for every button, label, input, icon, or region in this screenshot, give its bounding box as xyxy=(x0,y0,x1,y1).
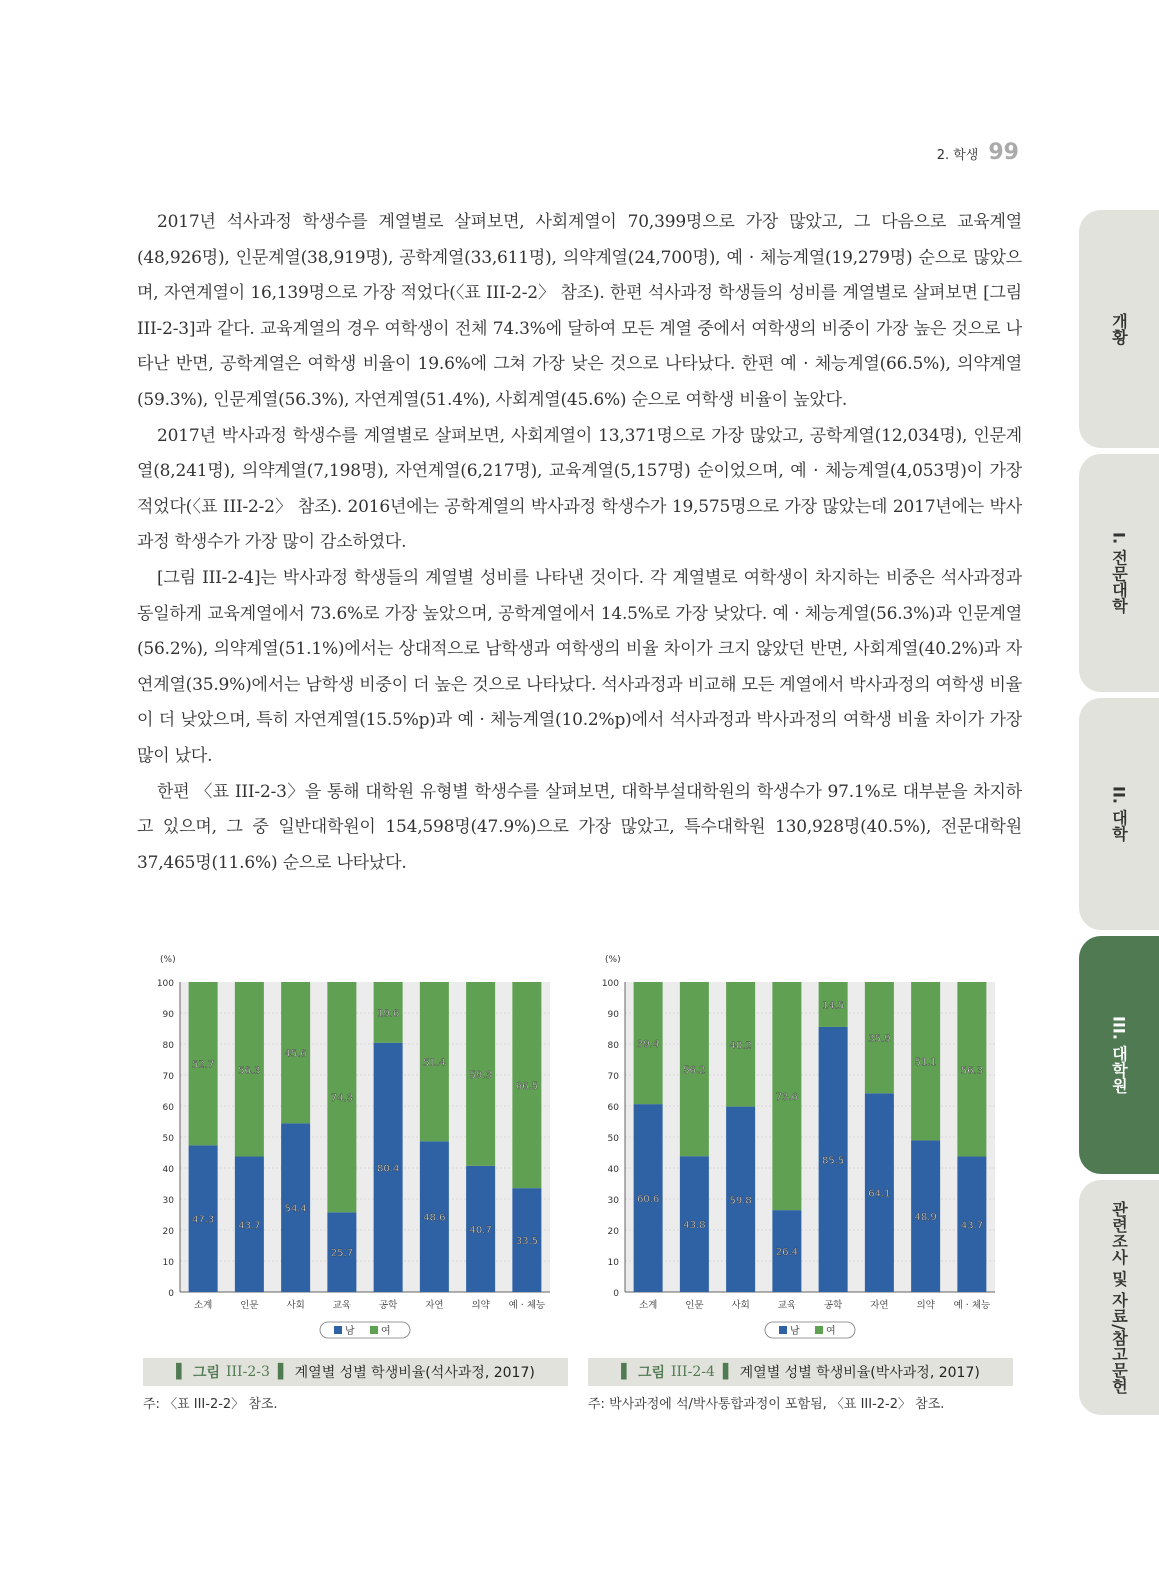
x-tick-label: 소계 xyxy=(638,1300,658,1311)
y-tick-label: 10 xyxy=(607,1258,619,1268)
caption-marker-icon: ▌ xyxy=(722,1364,734,1380)
y-tick-label: 80 xyxy=(607,1041,619,1051)
x-tick-label: 교육 xyxy=(332,1300,352,1311)
data-label-female: 40.2 xyxy=(729,1040,752,1052)
body-text xyxy=(137,205,1022,881)
x-tick-label: 자연 xyxy=(870,1300,889,1311)
tab-references[interactable] xyxy=(1079,1180,1159,1415)
y-tick-label: 50 xyxy=(162,1134,174,1144)
x-tick-label: 공학 xyxy=(823,1300,843,1311)
x-tick-label: 예 · 체능 xyxy=(508,1300,546,1311)
figure-note-doctoral: 주: 박사과정에 석/박사통합과정이 포함됨, 〈표 III-2-2〉 참조. xyxy=(588,1397,945,1412)
y-tick-label: 70 xyxy=(607,1072,619,1082)
data-label-female: 14.5 xyxy=(821,1000,845,1012)
caption-number: III-2-3 xyxy=(226,1364,270,1380)
x-tick-label: 교육 xyxy=(777,1300,797,1311)
x-tick-label: 소계 xyxy=(193,1300,213,1311)
y-tick-label: 50 xyxy=(607,1134,619,1144)
caption-marker-icon: ▌ xyxy=(277,1364,289,1380)
caption-label: 그림 xyxy=(637,1365,665,1381)
figure-caption-doctoral xyxy=(588,1358,1013,1386)
data-label-female: 45.6 xyxy=(284,1048,307,1060)
x-tick-label: 공학 xyxy=(378,1300,398,1311)
x-tick-label: 자연 xyxy=(425,1300,444,1311)
caption-marker-icon: ▌ xyxy=(621,1364,632,1380)
y-tick-label: 90 xyxy=(607,1010,619,1020)
data-label-female: 74.3 xyxy=(330,1093,354,1105)
data-label-female: 56.3 xyxy=(960,1065,984,1077)
data-label-male: 64.1 xyxy=(868,1188,891,1200)
caption-title: 계열별 성별 학생비율(석사과정, 2017) xyxy=(294,1365,535,1381)
y-tick-label: 30 xyxy=(607,1196,619,1206)
data-label-female: 35.9 xyxy=(868,1033,891,1045)
legend-swatch-male xyxy=(779,1326,787,1334)
y-unit-label: (%) xyxy=(160,955,176,965)
tab-label: III. 대학원 xyxy=(1109,1016,1129,1094)
chart-doctoral-svg xyxy=(585,945,1015,1355)
paragraph: [그림 III-2-4]는 박사과정 학생들의 계열별 성비를 나타낸 것이다. 각 계열별로 여학생이 차지하는 비중은 석사과정과 동일하게 교육계열에서 73.6%로 가장 높았으며, 공학계열에서 14.5%로 가장 낮았다. 예 · 체능계열(56.3%)과 인문계열(56.2%), 의약계열(51.1%)에서는 상대적으로 남학생과 여학생의 비율 차이가 크지 않았던 반면, 사회계열(40.2%)과 자연계열(35.9%)에서는 남학생 비중이 더 높은 것으로 나타났다. 석사과정과 비교해 모든 계열에서 박사과정의 여학생 비율이 더 낮았으며, 특히 자연계열(15.5%p)과 예 · 체능계열(10.2%p)에서 석사과정과 박사과정의 여학생 비율 차이가 가장 많이 났다. xyxy=(137,567,1022,766)
legend-label-female: 여 xyxy=(381,1326,391,1337)
chart-masters xyxy=(140,945,570,1355)
data-label-male: 43.7 xyxy=(238,1220,261,1232)
paragraph: 2017년 박사과정 학생수를 계열별로 살펴보면, 사회계열이 13,371명으로 가장 많았고, 공학계열(12,034명), 인문계열(8,241명), 의약계열(7,198명), 자연계열(6,217명), 교육계열(5,157명) 순이었으며, 예 · 체능계열(4,053명)이 가장 적었다(〈표 III-2-2〉 참조). 2016년에는 공학계열의 박사과정 학생수가 19,575명으로 가장 많았는데 2017년에는 박사과정 학생수가 가장 많이 감소하였다. xyxy=(137,425,1022,553)
y-unit-label: (%) xyxy=(605,955,621,965)
data-label-male: 25.7 xyxy=(330,1248,354,1260)
y-tick-label: 10 xyxy=(162,1258,174,1268)
x-tick-label: 인문 xyxy=(685,1300,704,1311)
chart-doctoral xyxy=(585,945,1015,1355)
caption-marker-icon: ▌ xyxy=(176,1364,187,1380)
y-tick-label: 90 xyxy=(162,1010,174,1020)
tab-graduate-school[interactable] xyxy=(1079,936,1159,1174)
legend-label-female: 여 xyxy=(826,1326,836,1337)
data-label-male: 26.4 xyxy=(775,1247,799,1259)
section-title: 2. 학생 xyxy=(936,148,979,163)
data-label-male: 47.3 xyxy=(191,1214,215,1226)
legend-box xyxy=(765,1322,855,1338)
x-tick-label: 의약 xyxy=(471,1300,490,1311)
y-tick-label: 20 xyxy=(607,1227,619,1237)
x-tick-label: 사회 xyxy=(731,1300,750,1311)
tab-label: I. 전문대학 xyxy=(1109,532,1129,614)
data-label-female: 39.4 xyxy=(636,1039,660,1051)
y-tick-label: 60 xyxy=(162,1103,174,1113)
y-tick-label: 40 xyxy=(162,1165,174,1175)
data-label-male: 48.6 xyxy=(423,1212,446,1224)
y-tick-label: 100 xyxy=(601,979,619,989)
figure-caption-masters xyxy=(143,1358,568,1386)
paragraph: 2017년 석사과정 학생수를 계열별로 살펴보면, 사회계열이 70,399명으로 가장 많았고, 그 다음으로 교육계열(48,926명), 인문계열(38,919명), 공학계열(33,611명), 의약계열(24,700명), 예 · 체능계열(19,279명) 순으로 많았으며, 자연계열이 16,139명으로 가장 적었다(〈표 III-2-2〉 참조). 한편 석사과정 학생들의 성비를 계열별로 살펴보면 [그림 III-2-3]과 같다. 교육계열의 경우 여학생이 전체 74.3%에 달하여 모든 계열 중에서 여학생의 비중이 가장 높은 것으로 나타난 반면, 공학계열은 여학생 비율이 19.6%에 그쳐 가장 낮은 것으로 나타났다. 한편 예 · 체능계열(66.5%), 의약계열(59.3%), 인문계열(56.3%), 자연계열(51.4%), 사회계열(45.6%) 순으로 여학생 비율이 높았다. xyxy=(137,212,1022,410)
data-label-male: 59.8 xyxy=(729,1195,752,1207)
y-tick-label: 40 xyxy=(607,1165,619,1175)
chart-masters-svg xyxy=(140,945,570,1355)
tab-university[interactable] xyxy=(1079,698,1159,930)
legend-swatch-female xyxy=(815,1326,823,1334)
legend-label-male: 남 xyxy=(345,1326,355,1337)
data-label-female: 59.3 xyxy=(469,1069,492,1081)
x-tick-label: 예 · 체능 xyxy=(953,1300,991,1311)
data-label-female: 56.3 xyxy=(238,1065,261,1077)
y-tick-label: 60 xyxy=(607,1103,619,1113)
paragraph: 한편 〈표 III-2-3〉을 통해 대학원 유형별 학생수를 살펴보면, 대학부설대학원의 학생수가 97.1%로 대부분을 차지하고 있으며, 그 중 일반대학원이 154,598명(47.9%)으로 가장 많았고, 특수대학원 130,928명(40.5%), 전문대학원 37,465명(11.6%) 순으로 나타났다. xyxy=(137,781,1022,873)
data-label-female: 56.2 xyxy=(683,1065,706,1077)
legend-swatch-female xyxy=(370,1326,378,1334)
page-number: 99 xyxy=(988,140,1019,165)
data-label-male: 80.4 xyxy=(376,1163,400,1175)
tab-label: II. 대학 xyxy=(1109,786,1129,842)
y-tick-label: 20 xyxy=(162,1227,174,1237)
data-label-female: 66.5 xyxy=(515,1081,539,1093)
tab-overview[interactable] xyxy=(1079,210,1159,448)
data-label-male: 43.7 xyxy=(960,1220,984,1232)
data-label-male: 60.6 xyxy=(636,1194,660,1206)
data-label-male: 40.7 xyxy=(469,1224,492,1236)
data-label-female: 19.6 xyxy=(376,1008,400,1020)
data-label-male: 48.9 xyxy=(914,1212,937,1224)
tab-label: 개황 xyxy=(1109,313,1129,345)
caption-label: 그림 xyxy=(192,1365,220,1381)
data-label-male: 43.8 xyxy=(683,1220,706,1232)
page-header xyxy=(937,140,1019,165)
y-tick-label: 0 xyxy=(613,1289,619,1299)
legend-swatch-male xyxy=(334,1326,342,1334)
x-tick-label: 의약 xyxy=(916,1300,935,1311)
data-label-female: 52.7 xyxy=(191,1059,215,1071)
data-label-female: 73.6 xyxy=(775,1092,799,1104)
y-tick-label: 70 xyxy=(162,1072,174,1082)
y-tick-label: 100 xyxy=(156,979,174,989)
y-tick-label: 30 xyxy=(162,1196,174,1206)
data-label-male: 33.5 xyxy=(515,1236,539,1248)
x-tick-label: 사회 xyxy=(286,1300,305,1311)
tab-junior-college[interactable] xyxy=(1079,454,1159,692)
y-tick-label: 80 xyxy=(162,1041,174,1051)
y-tick-label: 0 xyxy=(168,1289,174,1299)
legend-label-male: 남 xyxy=(790,1326,800,1337)
tab-label: 관련조사 및 자료/참고문헌 xyxy=(1109,1201,1129,1394)
data-label-male: 54.4 xyxy=(284,1203,307,1215)
x-tick-label: 인문 xyxy=(240,1300,259,1311)
data-label-female: 51.1 xyxy=(914,1057,937,1069)
caption-title: 계열별 성별 학생비율(박사과정, 2017) xyxy=(739,1365,980,1381)
caption-number: III-2-4 xyxy=(671,1364,715,1380)
legend-box xyxy=(320,1322,410,1338)
data-label-male: 85.5 xyxy=(821,1155,845,1167)
data-label-female: 51.4 xyxy=(423,1057,446,1069)
figure-note-masters: 주: 〈표 III-2-2〉 참조. xyxy=(143,1397,278,1412)
